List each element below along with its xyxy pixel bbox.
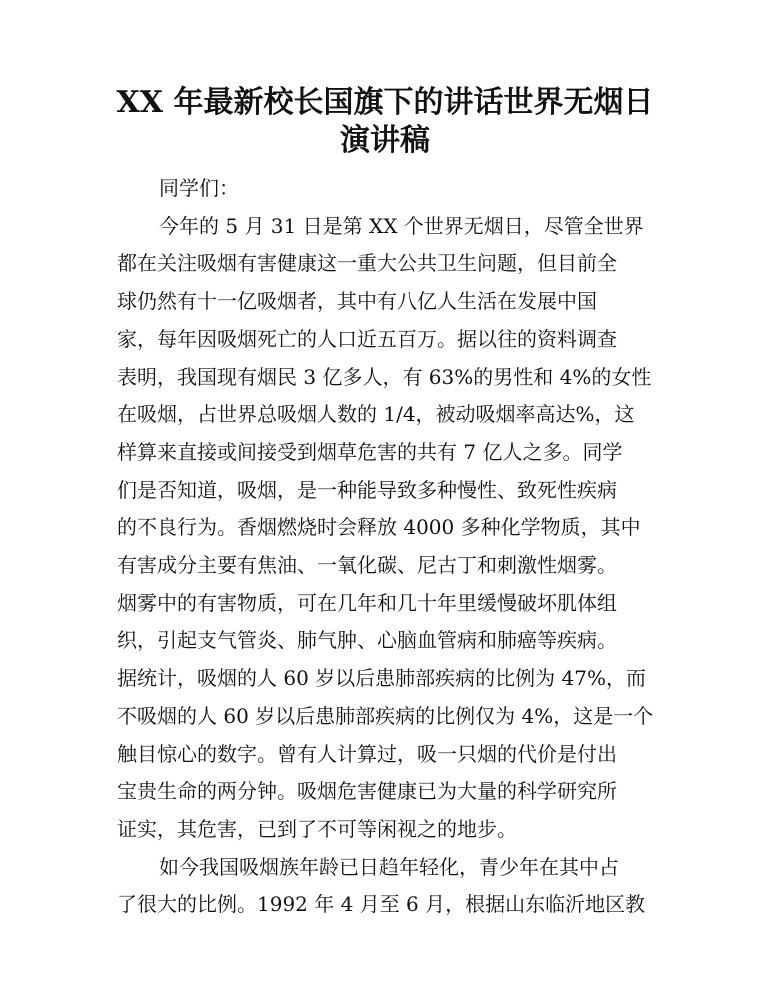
title-line: 演讲稿 [340,123,430,158]
paragraph-line: 据统计，吸烟的人 60 岁以后患肺部疾病的比例为 47%，而 [117,666,646,691]
paragraph-line: 如今我国吸烟族年龄已日趋年轻化，青少年在其中占 [159,854,619,879]
paragraph-line: 表明，我国现有烟民 3 亿多人，有 63%的男性和 4%的女性 [117,364,652,389]
paragraph-line: 在吸烟，占世界总吸烟人数的 1/4，被动吸烟率高达%，这 [117,402,635,427]
paragraph-line: 都在关注吸烟有害健康这一重大公共卫生问题，但目前全 [117,251,617,276]
paragraph-line: 有害成分主要有焦油、一氧化碳、尼古丁和刺激性烟雾。 [117,553,617,578]
paragraph-line: 织，引起支气管炎、肺气肿、心脑血管病和肺癌等疾病。 [117,628,617,653]
paragraph-line: 们是否知道，吸烟，是一种能导致多种慢性、致死性疾病 [117,477,617,502]
title-line: XX 年最新校长国旗下的讲话世界无烟日 [116,85,654,120]
paragraph-line: 触目惊心的数字。曾有人计算过，吸一只烟的代价是付出 [117,741,617,766]
paragraph-line: 不吸烟的人 60 岁以后患肺部疾病的比例仅为 4%，这是一个 [117,703,654,728]
paragraph-line: 样算来直接或间接受到烟草危害的共有 7 亿人之多。同学 [117,439,623,464]
greeting-line: 同学们： [159,176,239,200]
paragraph-line: 了很大的比例。1992 年 4 月至 6 月，根据山东临沂地区教 [117,892,646,917]
paragraph-line: 的不良行为。香烟燃烧时会释放 4000 多种化学物质，其中 [117,515,641,540]
paragraph-line: 证实，其危害，已到了不可等闲视之的地步。 [117,816,517,841]
greeting-paragraph [117,170,657,208]
paragraph-line: 家，每年因吸烟死亡的人口近五百万。据以往的资料调查 [117,326,617,351]
paragraph-line: 球仍然有十一亿吸烟者，其中有八亿人生活在发展中国 [117,289,597,314]
document-title [100,84,670,160]
paragraph-line: 宝贵生命的两分钟。吸烟危害健康已为大量的科学研究所 [117,779,617,804]
paragraph-1 [117,208,657,849]
document-body [117,170,657,924]
paragraph-2 [117,849,657,924]
paragraph-line: 烟雾中的有害物质，可在几年和几十年里缓慢破坏肌体组 [117,590,617,615]
paragraph-line: 今年的 5 月 31 日是第 XX 个世界无烟日，尽管全世界 [159,213,644,238]
